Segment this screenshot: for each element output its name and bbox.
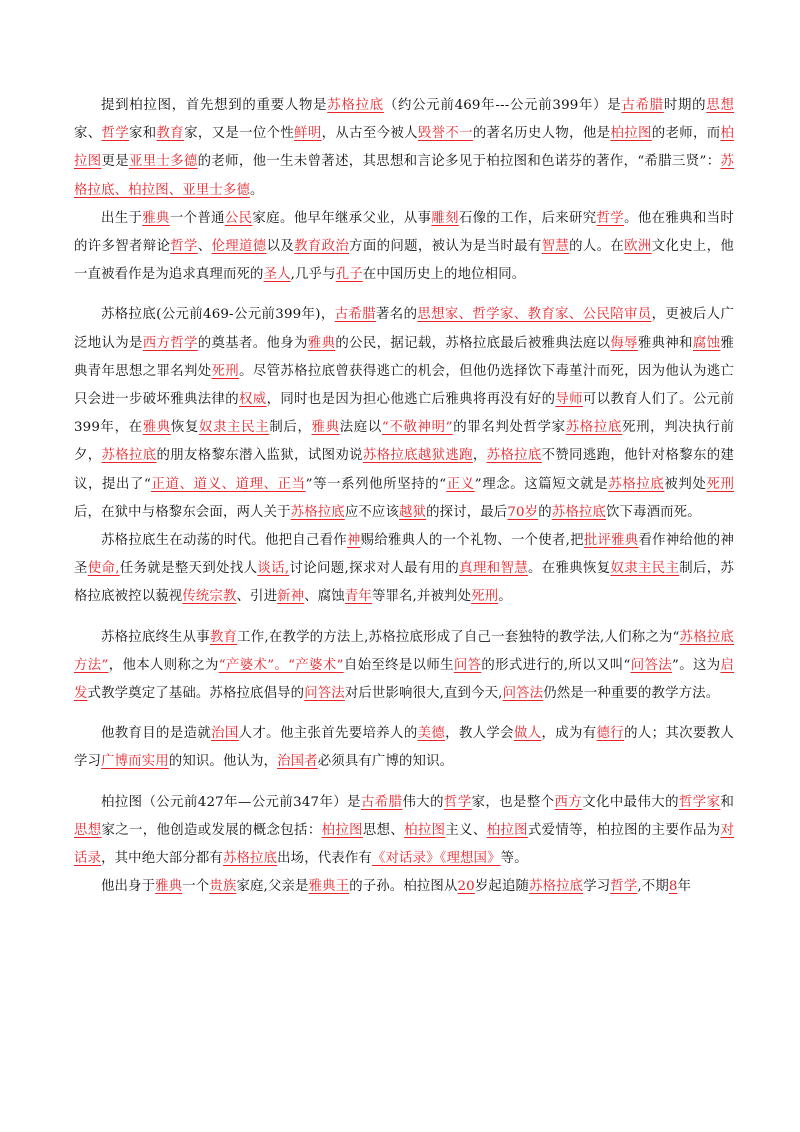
highlighted-term: 教育 — [156, 126, 185, 142]
text-run: 文化史上，他一直被看作是为追求真理而死的 — [74, 239, 734, 283]
text-run: 在中国历史上的地位相同。 — [362, 267, 526, 283]
highlighted-term: 雅典 — [142, 210, 170, 226]
text-run: 柏拉图（公元前427年—公元前347年）是 — [101, 794, 361, 810]
text-run: ，同时也是因为担心他逃亡后雅典将再没有好的 — [266, 392, 556, 408]
text-run: 苏格拉底(公元前469-公元前399年)， — [101, 307, 335, 323]
text-run: 和 — [720, 794, 734, 810]
highlighted-term: 哲学 — [443, 794, 472, 810]
text-run: 工作,在教学的方法上,苏格拉底形成了自己一套独特的教学法,人们称之为“ — [237, 629, 680, 645]
text-run: 仍然是一种重要的教学方法。 — [543, 686, 720, 702]
text-run: 。 — [498, 589, 512, 605]
text-run: 。尽管苏格拉底曾获得逃亡的机会，但他仍选择饮下毒堇汁而死，因为他认为逃亡只会进一步破坏雅典法律的 — [74, 363, 734, 408]
text-run: ,几乎与 — [290, 267, 336, 283]
highlighted-term: 美德 — [417, 726, 446, 742]
text-run: 伟大的 — [402, 794, 444, 810]
text-run: 提到柏拉图，首先想到的重要人物是 — [101, 98, 328, 113]
highlighted-term: 古希腊 — [334, 307, 377, 323]
highlighted-term: 腐蚀 — [692, 335, 721, 351]
text-run: 的知识。他认为， — [168, 754, 278, 770]
text-run: 等。 — [500, 851, 528, 867]
paragraph — [74, 92, 734, 205]
highlighted-term: 哲学家 — [678, 794, 721, 810]
text-run: 的奠基者。他身为 — [197, 335, 308, 351]
text-run: 家，也是整个 — [471, 794, 555, 810]
highlighted-term: 苏格拉底、柏拉图、亚里士多德 — [74, 154, 734, 198]
highlighted-term: 问答法 — [502, 686, 544, 702]
highlighted-term: 哲学 — [610, 879, 638, 895]
text-run: 苏格拉底终生从事 — [101, 629, 210, 645]
highlighted-term: 导师 — [555, 392, 583, 408]
highlighted-term: 西方 — [554, 794, 583, 810]
highlighted-term: 传统宗教 — [182, 589, 237, 605]
text-run: 制后， — [269, 420, 312, 436]
highlighted-term: 古希腊 — [621, 98, 664, 113]
highlighted-term: 苏格拉底 — [327, 98, 384, 113]
highlighted-term: 真理和智慧 — [459, 561, 528, 577]
highlighted-term: 德行 — [596, 726, 625, 742]
highlighted-term: 治国 — [211, 726, 239, 742]
text-run: 以及 — [266, 239, 295, 255]
text-run: 出生于 — [101, 210, 143, 226]
text-run: 主义、 — [445, 822, 487, 838]
text-run: 思想、 — [362, 822, 405, 838]
text-run: 。他在雅典和当时的许多智者辩论 — [74, 210, 734, 255]
text-run: 的罪名判处哲学家 — [452, 420, 566, 436]
text-run: 家和 — [129, 126, 157, 142]
text-run: 饮下毒酒而死。 — [605, 504, 701, 520]
text-run: 赐给雅典人的一个礼物、一个使者,把 — [360, 533, 584, 549]
text-run: ”等一系列他所坚持的“ — [305, 476, 447, 492]
text-run: 、腐蚀 — [304, 589, 345, 605]
highlighted-term: 哲学 — [170, 239, 198, 255]
highlighted-term: 柏拉图 — [321, 822, 363, 838]
highlighted-term: 苏格拉底 — [222, 851, 278, 867]
text-run: 的人；其次要教人学习 — [74, 726, 734, 770]
highlighted-term: 欧洲 — [624, 239, 652, 255]
highlighted-term: 亚里士多德 — [128, 154, 198, 170]
highlighted-term: 权威 — [239, 392, 267, 408]
highlighted-term: 毁誉不一 — [417, 126, 473, 142]
text-run: 、引进 — [236, 589, 278, 605]
text-run: ,不期 — [637, 879, 669, 895]
highlighted-term: 柏拉图 — [610, 126, 652, 142]
highlighted-term: 苏格拉底 — [551, 504, 606, 520]
highlighted-term: 使命, — [87, 561, 120, 577]
highlighted-term: 侮辱 — [610, 335, 638, 351]
highlighted-term: 苏格拉底 — [608, 476, 665, 492]
text-run: 的老师，而 — [651, 126, 721, 142]
highlighted-term: 越狱 — [399, 504, 427, 520]
highlighted-term: 雅典 — [307, 335, 336, 351]
text-run: 时期的 — [663, 98, 707, 113]
text-run: 他教育目的是造就 — [101, 726, 212, 742]
highlighted-term: 教育 — [209, 629, 238, 645]
highlighted-term: 苏格拉底 — [290, 504, 345, 520]
highlighted-term: 雅典 — [142, 420, 171, 436]
text-run: 式教学奠定了基础。苏格拉底倡导的 — [87, 686, 305, 702]
text-run: ，更被后人广泛地认为是 — [74, 307, 734, 351]
text-run: 石像的工作，后来研究 — [458, 210, 597, 226]
text-run: 看作神给他的神圣 — [74, 533, 735, 577]
highlighted-term: 批评雅典 — [583, 533, 639, 549]
highlighted-term: 广博而实用 — [101, 754, 169, 770]
highlighted-term: 公民 — [224, 210, 253, 226]
text-run: 的著名历史人物，他是 — [472, 126, 611, 142]
highlighted-term: “不敬神明” — [381, 420, 453, 436]
highlighted-term: 苏格拉底 — [529, 879, 584, 895]
highlighted-term: 奴隶主民主 — [610, 561, 680, 577]
text-run: 的形式进行的,所以又叫“ — [481, 657, 631, 673]
highlighted-term: 雅典 — [155, 879, 183, 895]
text-run: 著名的 — [376, 307, 418, 323]
paragraph — [74, 624, 734, 709]
highlighted-term: 治国者 — [277, 754, 318, 770]
text-run: 等罪名,并被判处 — [371, 589, 472, 605]
text-run: ，成为有 — [541, 726, 597, 742]
highlighted-term: 西方哲学 — [142, 335, 198, 351]
text-run: ， — [472, 448, 487, 464]
text-run: 的子孙。柏拉图从 — [349, 879, 458, 895]
text-run: 应不应该 — [344, 504, 399, 520]
text-run: 。在雅典恢复 — [527, 561, 611, 577]
highlighted-term: 正义 — [446, 476, 475, 492]
highlighted-term: 柏拉图 — [486, 822, 528, 838]
text-run: 出场，代表作有 — [277, 851, 372, 867]
text-run: 的朋友格黎东潜入监狱，试图劝说 — [156, 448, 363, 464]
text-run: 雅典青年思想之罪名判处 — [74, 335, 734, 379]
text-run: 年 — [677, 879, 692, 895]
highlighted-term: 苏格拉底 — [565, 420, 622, 436]
text-run: 更是 — [101, 154, 129, 170]
text-run: 的人。在 — [569, 239, 625, 255]
highlighted-term: 苏格拉底 — [486, 448, 542, 464]
highlighted-term: “产婆术”。“产婆术” — [218, 657, 344, 673]
paragraph — [74, 873, 734, 901]
text-run: 后，在狱中与格黎东会面，两人关于 — [74, 504, 291, 520]
highlighted-term: 做人 — [513, 726, 542, 742]
text-run: 对后世影响很大,直到今天, — [344, 686, 503, 702]
highlighted-term: 雅典王 — [308, 879, 350, 895]
highlighted-term: 正道、道义、道理、正当 — [151, 476, 306, 492]
text-run: 的探讨，最后 — [426, 504, 508, 520]
highlighted-term: 问答法 — [304, 686, 345, 702]
text-run: ，教人学会 — [445, 726, 514, 742]
highlighted-term: 问答法 — [630, 657, 672, 673]
text-run: ”。这为 — [671, 657, 721, 673]
text-run: 学习 — [583, 879, 611, 895]
text-run: 的公民，据记载，苏格拉底最后被雅典法庭以 — [335, 335, 611, 351]
highlighted-term: 孔子 — [335, 267, 363, 283]
text-run: （约公元前469年---公元前399年）是 — [383, 98, 622, 113]
text-run: 式爱情等，柏拉图的主要作品为 — [527, 822, 721, 838]
text-run: ，从古至今被人 — [321, 126, 418, 142]
text-run: 恢复 — [170, 420, 200, 436]
text-run: 法庭以 — [339, 420, 382, 436]
text-run: 苏格拉底生在动荡的时代。他把自己看作 — [101, 533, 347, 549]
text-run: 的 — [538, 504, 552, 520]
text-run: 人才。他主张首先要培养人的 — [238, 726, 418, 742]
highlighted-term: 柏拉图 — [74, 126, 735, 170]
highlighted-term: 奴隶主民主 — [199, 420, 270, 436]
text-run: 家，又是一位个性 — [184, 126, 295, 142]
text-run: 讨论问题,探求对人最有用的 — [289, 561, 460, 577]
text-run: 家庭,父亲是 — [236, 879, 309, 895]
text-run: 死刑，判决执行前夕， — [74, 420, 734, 464]
highlighted-term: 谈话, — [257, 561, 290, 577]
highlighted-term: 伦理道德 — [211, 239, 267, 255]
text-run: ，他本人则称之为 — [108, 657, 219, 673]
text-run: 他出身于 — [101, 879, 156, 895]
paragraph — [74, 301, 734, 527]
text-run: 必须具有广博的知识。 — [317, 754, 454, 770]
highlighted-term: 死刑 — [211, 363, 240, 379]
text-run: 的老师，他一生未曾著述，其思想和言论多见于柏拉图和色诺芬的著作，“希腊三贤”： — [197, 154, 721, 170]
text-run: 可以教育人们了。公元前399年，在 — [74, 392, 734, 436]
text-run: 家庭。他早年继承父业，从事 — [252, 210, 432, 226]
text-run: 。 — [250, 182, 264, 198]
highlighted-term: 神 — [346, 533, 361, 549]
text-run: 、 — [197, 239, 212, 255]
text-run: 一个 — [182, 879, 210, 895]
text-run: 自始至终是以师生 — [343, 657, 454, 673]
paragraph — [74, 720, 734, 776]
highlighted-term: 新神 — [277, 589, 305, 605]
highlighted-term: 雅典 — [311, 420, 340, 436]
highlighted-term: 死刑 — [706, 476, 734, 492]
highlighted-term: 死刑 — [471, 589, 499, 605]
highlighted-term: 苏格拉底越狱逃跑 — [362, 448, 473, 464]
text-run: 不赞同逃跑，他针对格黎东的建议，提出了“ — [74, 448, 734, 492]
highlighted-term: 贵族 — [209, 879, 237, 895]
highlighted-term: 智慧 — [541, 239, 570, 255]
text-run: 家之一，他创造或发展的概念包括： — [101, 822, 322, 838]
document-body — [74, 92, 734, 901]
highlighted-term: 苏格拉底 — [101, 448, 157, 464]
highlighted-term: 青年 — [344, 589, 372, 605]
text-run: 一个普通 — [169, 210, 225, 226]
highlighted-term: 教育政治 — [294, 239, 350, 255]
highlighted-term: 70岁 — [507, 504, 539, 520]
highlighted-term: 苏格拉底方法” — [74, 629, 734, 673]
text-run: 方面的问题，被认为是当时最有 — [349, 239, 542, 255]
text-run: 家、 — [74, 126, 102, 142]
highlighted-term: 20 — [457, 879, 475, 895]
highlighted-term: 对话录 — [74, 822, 734, 867]
text-run: 制后，苏格拉底被控以藐视 — [74, 561, 735, 605]
paragraph — [74, 527, 734, 612]
text-run: 被判处 — [664, 476, 707, 492]
text-run: 雅典神和 — [637, 335, 693, 351]
highlighted-term: 思想家、哲学家、教育家、公民陪审员 — [417, 307, 652, 323]
text-run: 文化中最伟大的 — [582, 794, 679, 810]
highlighted-term: 哲学 — [101, 126, 130, 142]
highlighted-term: 思想 — [706, 98, 734, 113]
paragraph — [74, 205, 734, 290]
highlighted-term: 哲学 — [596, 210, 625, 226]
highlighted-term: 柏拉图 — [404, 822, 446, 838]
highlighted-term: 鲜明 — [294, 126, 322, 142]
text-run: ，其中绝大部分都有 — [101, 851, 223, 867]
highlighted-term: 雕刻 — [431, 210, 459, 226]
text-run: ”理念。这篇短文就是 — [474, 476, 609, 492]
highlighted-term: 思想 — [74, 822, 102, 838]
paragraph — [74, 789, 734, 874]
highlighted-term: 《对话录》《理想国》 — [371, 851, 501, 867]
highlighted-term: 古希腊 — [360, 794, 403, 810]
highlighted-term: 圣人 — [263, 267, 291, 283]
text-run: 任务就是整天到处找人 — [119, 561, 258, 577]
text-run: 岁起追随 — [474, 879, 530, 895]
highlighted-term: 8 — [668, 879, 678, 895]
highlighted-term: 问答 — [453, 657, 482, 673]
highlighted-term: 启发 — [74, 657, 734, 702]
